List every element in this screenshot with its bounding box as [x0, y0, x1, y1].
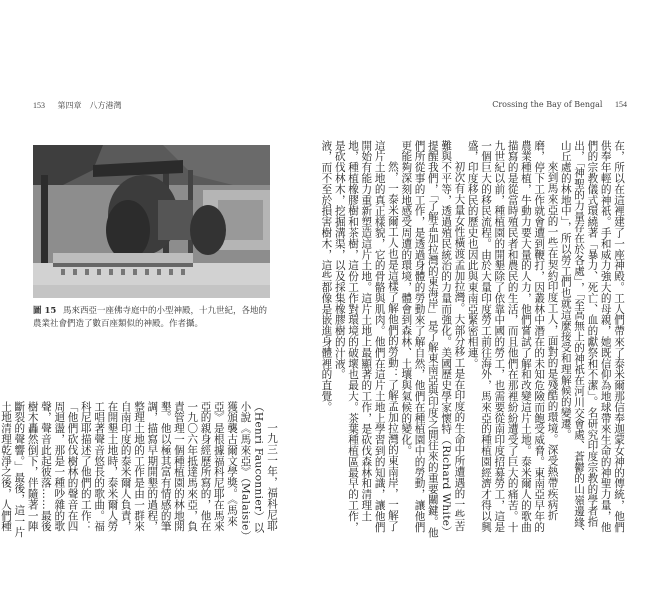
body-paragraph: 然，一泰米爾工人也是這樣了解他們的勞動：了解孟加拉灣的東南岸，一解了這片土地的真正樣貌，它的骨骼與肌肉。他們在這片土地上學習到的知識，讓他們開始有能力重新塑造這片土地。這片土地上最顯著的工作，是砍伐森林和清理土地，種植橡膠樹和茶樹，這份工作對環境的破壞也最大。茶葉種植區最早的工作，是砍伐林木，挖掘溝渠，以及採集橡膠樹的汁液。: [333, 140, 399, 533]
body-paragraph: 液，而不至於損害樹木，這些都像是嵌進身體裡的直覺。: [320, 140, 333, 413]
right-page-body: [307, 140, 625, 540]
right-book-title: Crossing the Bay of Bengal: [492, 100, 603, 109]
left-page-quote: [0, 380, 278, 540]
right-page-number: 154: [615, 100, 627, 109]
left-chapter-title: 第四章 八方港灣: [57, 101, 122, 110]
body-paragraph: 初次有大量女性橫渡孟加拉灣。大部分移工是在印度的生命中所遭遇的一些苦難與不平等，透過殖民統治的力量而強化。美國歷史學家懷特（Richard White）提醒我們，「了解孟加拉灣的東海岸」是了解東南亞與印度之間往來的重要關鍵。他們所從事的工作，是透過身體的勞動來了解自然，他們在種植園中的勞動，讓他們更能夠深刻地感受周遭的環境，體會到森林、土壤與氣候的變化。: [400, 140, 466, 538]
figure-number: 圖 15: [33, 306, 57, 316]
figure-caption-text: 馬來西亞一座佛寺庭中的小型神殿，十九世紀，各地的農業社會們造了數百座類似的神殿。作者攝。: [33, 306, 268, 329]
right-running-head: [492, 100, 627, 109]
figure-caption: [33, 305, 273, 331]
shrine-photo: [33, 145, 270, 298]
body-paragraph: 來到馬來亞的一些在契約印度工人，面對的是殘酷的環境。深受熱帶疾病折磨，停下工作就會遭到鞭打，因叢林中潛在的未知危險而飽受威脅。東南亞早年的農業種植，牛動力要大量的人力，他們嘗試了解和改變這片土地。泰米爾人的歌曲描寫的是從當時殖民者和農民的生活，而且他們在那裡紛紛遭受了巨大的痛苦。十九世紀以前，種植園的開墾除了依靠中國的勞工，也需要從南印度招募勞工，這是一個巨大的移民流程。由於大量印度勞工前往海外，馬來亞的種植園經濟才得以興盛，印度移民的歷史也因此與東南亞緊密相連。: [466, 140, 559, 533]
body-paragraph: 在，所以在這裡建了一座神殿。工人們帶來了泰米爾那信奉迦蒙女神的傳統，他們供奉年輕的神祇。手和威力強大的母親，她既信仰為地球帶來生命的神聖力量，他們的宗教儀式環繞著「暴力、死亡、血的獻祭和不潔」。名研究印度宗教的學者指出，「神聖的力量存在於各處」，「至高無上的神祇在河川交會處、蒼鬱的山嶺邊緣、山丘處的林地中」，所以勞工們也就這麼接受和理解候的變遷。: [559, 140, 625, 539]
shrine-photo-graphic: [33, 145, 270, 298]
left-running-head: [33, 100, 122, 111]
left-page-number: 153: [33, 101, 45, 110]
block-quote: 一九三一年，福科尼耶（Henri Fauconnier）以小說《馬來亞》（Malaisie）獲頒襲古爾文學獎。《馬來亞》是根據福科尼耶在馬來亞的親身經歷所寫的，他在一九〇六年抵達馬來亞，負責管理一個種植園的林地開墾。他以極其富有情感的筆調，描寫早期開墾的過程，整理土地的工作是由一群來自南印度的泰米爾人負責，在開墾土地時，泰米爾人勞工唱著聲音悠長的歌曲。福科尼耶描述了他們的工作：「他們砍伐樹林的聲音在四周迴盪，那是一種吵雜的歌聲，聲音此起彼落……最後樹木轟然倒下，伴隨著一陣斷裂的聲響。」最後，這一片土地清理乾淨之後，人們種: [0, 401, 278, 538]
